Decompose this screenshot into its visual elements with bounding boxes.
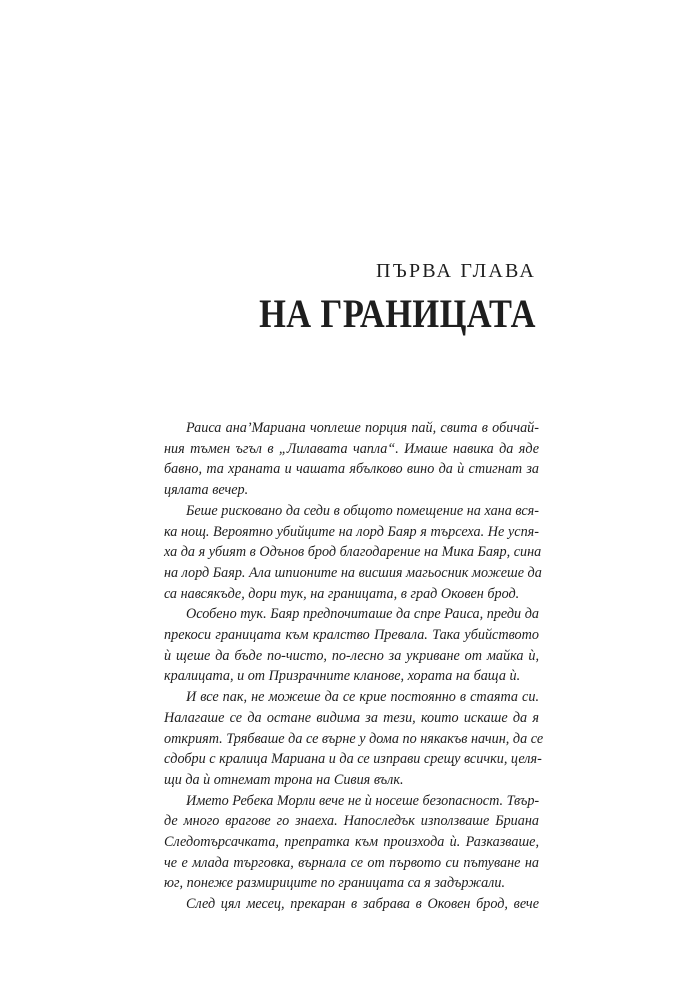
text-line: че е млада търговка, върнала се от първото си пътуване на (164, 854, 539, 871)
chapter-label: ПЪРВА ГЛАВА (375, 260, 536, 282)
paragraph (164, 687, 544, 791)
text-line: ка нощ. Вероятно убийците на лорд Баяр я търсеха. Не успя- (164, 523, 539, 540)
text-line: ха да я убият в Одънов брод благодарение на Мика Баяр, сина (164, 544, 542, 561)
text-line: прекоси границата към кралство Превала. Така убийството (164, 627, 539, 644)
text-line: Беше рисковано да седи в общото помещение на хана вся- (186, 502, 539, 519)
text-line: на лорд Баяр. Ала шпионите на висшия магьосник можеше да (164, 564, 542, 581)
text-line: ѝ щеше да бъде по-чисто, по-лесно за укриване от майка ѝ, (164, 647, 539, 664)
text-line: Особено тук. Баяр предпочиташе да спре Раиса, преди да (186, 606, 539, 623)
text-line: юг, понеже размириците по границата са я задържали. (164, 875, 506, 892)
text-line: де много врагове го знаеха. Напоследък използваше Бриана (164, 813, 539, 830)
text-line: Раиса ана’Мариана чоплеше порция пай, свита в обичай- (186, 420, 539, 436)
text-line: ния тъмен ъгъл в „Лилавата чапла“. Имаше навика да яде (164, 440, 539, 457)
paragraph (164, 604, 539, 687)
paragraph (164, 894, 539, 915)
body-text (164, 418, 544, 915)
text-line: След цял месец, прекаран в забрава в Оковен брод, вече (186, 896, 539, 913)
paragraph (164, 791, 539, 895)
text-line: Следотърсачката, препратка към произхода ѝ. Разказваше, (164, 834, 539, 851)
paragraph (164, 501, 542, 605)
text-line: кралицата, и от Призрачните кланове, хората на баща ѝ. (164, 668, 521, 685)
text-line: са навсякъде, дори тук, на границата, в град Оковен брод. (164, 585, 520, 602)
text-line: цялата вечер. (164, 482, 249, 499)
text-line: Името Ребека Морли вече не ѝ носеше безопасност. Твър- (186, 792, 540, 809)
text-line: открият. Трябваше да се върне у дома по някакъв начин, да се (164, 730, 544, 747)
text-line: Налагаше се да остане видима за тези, които искаше да я (164, 709, 539, 726)
chapter-title: НА ГРАНИЦАТА (259, 291, 536, 336)
text-line: щи да ѝ отнемат трона на Сивия вълк. (164, 771, 404, 788)
paragraph (164, 418, 539, 501)
text-line: сдобри с кралица Мариана и да се изправи срещу всички, целя- (164, 751, 542, 768)
text-line: бавно, та храната и чашата ябълково вино да ѝ стигнат за (164, 461, 539, 478)
text-line: И все пак, не можеше да се крие постоянно в стаята си. (186, 689, 539, 706)
